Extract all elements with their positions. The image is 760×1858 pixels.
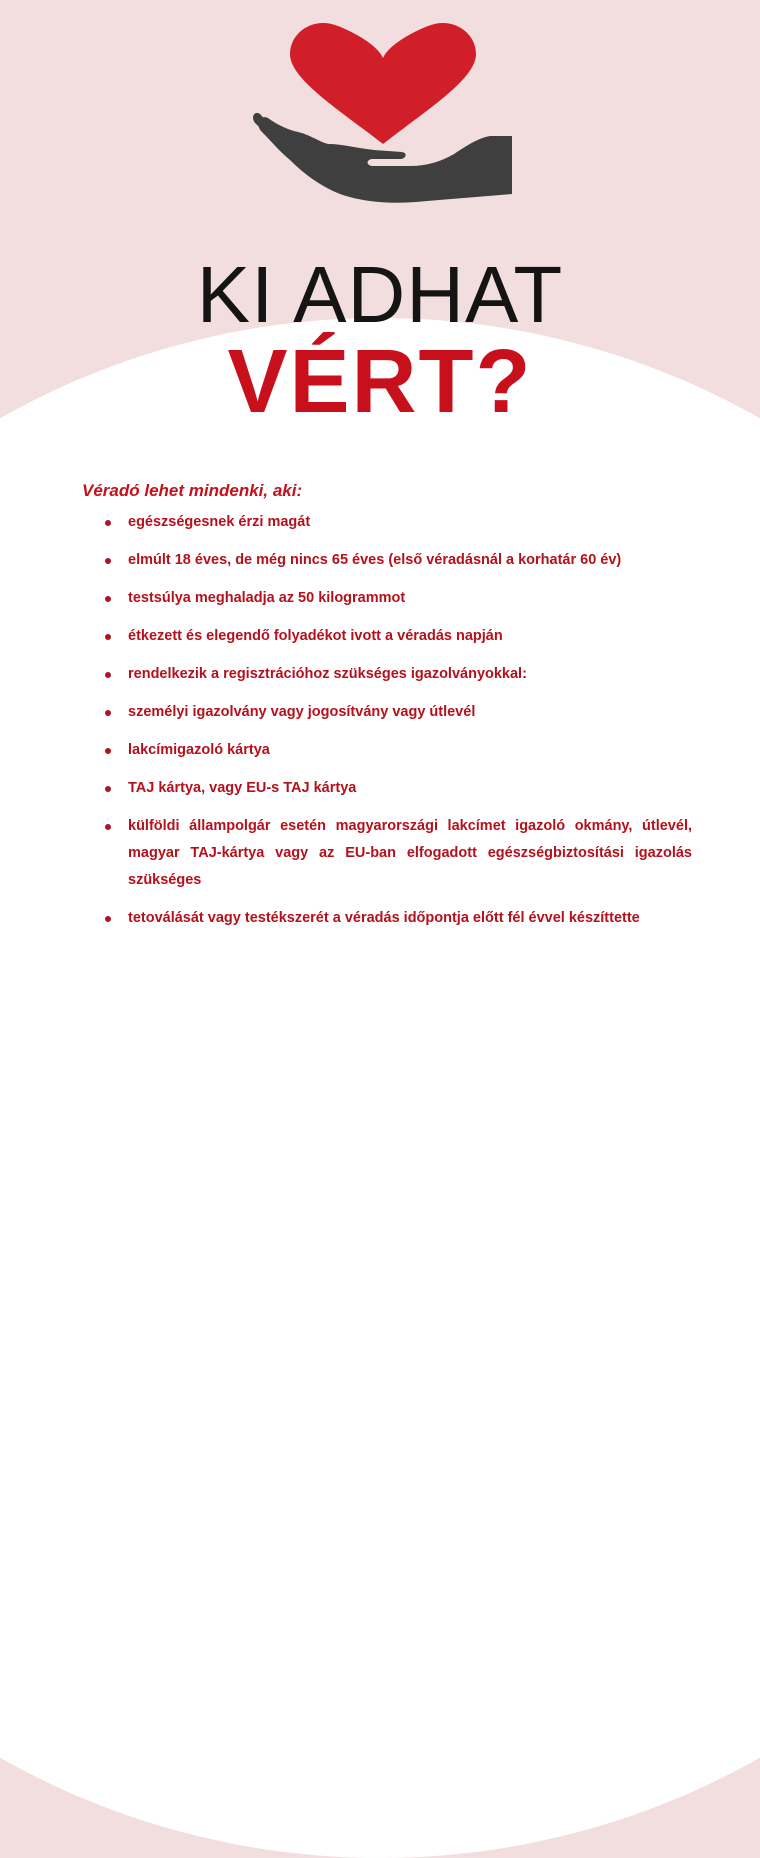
heart-in-hand-icon (240, 14, 530, 214)
list-item (92, 661, 692, 688)
list-item (92, 699, 692, 726)
list-item (92, 813, 692, 894)
list-item-text: tetoválását vagy testékszerét a véradás időpontja előtt fél évvel készíttette (128, 910, 640, 926)
bullet-dot-icon (105, 558, 111, 564)
list-item-text: egészségesnek érzi magát (128, 514, 311, 530)
list-item-text: lakcímigazoló kártya (128, 742, 270, 758)
list-item-text: testsúlya meghaladja az 50 kilogrammot (128, 590, 406, 606)
list-item (92, 623, 692, 650)
heart-icon (290, 23, 476, 144)
list-item-text: külföldi állampolgár esetén magyarországi lakcímet igazoló okmány, útlevél, magyar TAJ-kártya vagy az EU-ban elfogadott egészségbiztosítási igazolás szükséges (128, 818, 692, 888)
criteria-list (92, 509, 692, 943)
list-item-text: étkezett és elegendő folyadékot ivott a véradás napján (128, 628, 503, 644)
bullet-dot-icon (105, 710, 111, 716)
intro-text: Véradó lehet mindenki, aki: (82, 481, 303, 500)
list-item (92, 737, 692, 764)
title-line-2: VÉRT? (227, 332, 533, 432)
list-item-text: elmúlt 18 éves, de még nincs 65 éves (első véradásnál a korhatár 60 év) (128, 552, 622, 568)
list-item-text: személyi igazolvány vagy jogosítvány vagy útlevél (128, 704, 476, 720)
bullet-dot-icon (105, 916, 111, 922)
bullet-dot-icon (105, 748, 111, 754)
bullet-dot-icon (105, 596, 111, 602)
bullet-dot-icon (105, 672, 111, 678)
list-item (92, 585, 692, 612)
list-item-text: TAJ kártya, vagy EU-s TAJ kártya (128, 780, 357, 796)
list-item (92, 547, 692, 574)
list-item (92, 905, 692, 932)
list-item (92, 775, 692, 802)
bullet-dot-icon (105, 824, 111, 830)
bullet-dot-icon (105, 520, 111, 526)
bullet-dot-icon (105, 634, 111, 640)
list-item-text: rendelkezik a regisztrációhoz szükséges igazolványokkal: (128, 666, 527, 682)
bullet-dot-icon (105, 786, 111, 792)
title-line-1: KI ADHAT (196, 250, 564, 339)
list-item (92, 509, 692, 536)
